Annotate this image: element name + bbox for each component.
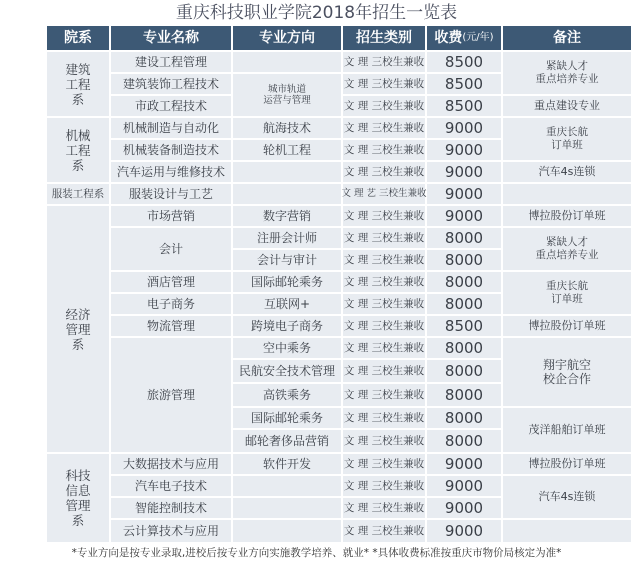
category-cell: 文 理 艺 三校生兼收 — [343, 184, 425, 204]
fee-cell: 8000 — [427, 272, 501, 292]
direction-cell: 空中乘务 — [233, 338, 341, 358]
category-cell: 文 理 三校生兼收 — [343, 520, 425, 542]
major-cell: 物流管理 — [111, 316, 231, 336]
category-cell: 文 理 三校生兼收 — [343, 384, 425, 406]
category-cell: 文 理 三校生兼收 — [343, 454, 425, 474]
fee-cell: 8500 — [427, 316, 501, 336]
category-cell: 文 理 三校生兼收 — [343, 228, 425, 248]
header-direction: 专业方向 — [233, 26, 341, 50]
category-cell: 文 理 三校生兼收 — [343, 250, 425, 270]
fee-cell: 9000 — [427, 162, 501, 182]
remark-cell: 汽车4s连锁 — [503, 162, 631, 182]
category-cell: 文 理 三校生兼收 — [343, 316, 425, 336]
category-cell: 文 理 三校生兼收 — [343, 430, 425, 452]
major-cell: 建设工程管理 — [111, 52, 231, 72]
direction-cell: 国际邮轮乘务 — [233, 408, 341, 428]
header-major: 专业名称 — [111, 26, 231, 50]
direction-cell-empty — [233, 184, 341, 204]
direction-cell: 高铁乘务 — [233, 384, 341, 406]
direction-cell: 注册会计师 — [233, 228, 341, 248]
remark-cell: 博拉股份订单班 — [503, 206, 631, 226]
category-cell: 文 理 三校生兼收 — [343, 96, 425, 116]
remark-cell: 翔宇航空 校企合作 — [503, 338, 631, 406]
direction-cell-empty — [233, 498, 341, 518]
fee-cell: 9000 — [427, 498, 501, 518]
direction-cell: 城市轨道 运营与管理 — [233, 74, 341, 116]
major-cell: 市场营销 — [111, 206, 231, 226]
direction-cell-empty — [233, 162, 341, 182]
fee-cell: 8000 — [427, 338, 501, 358]
header-fee-label: 收费 — [434, 29, 463, 46]
category-cell: 文 理 三校生兼收 — [343, 52, 425, 72]
category-cell: 文 理 三校生兼收 — [343, 74, 425, 94]
category-cell: 文 理 三校生兼收 — [343, 118, 425, 138]
remark-cell: 紧缺人才 重点培养专业 — [503, 228, 631, 270]
fee-cell: 8000 — [427, 408, 501, 428]
direction-cell: 互联网+ — [233, 294, 341, 314]
header-fee-unit: (元/年) — [462, 32, 494, 43]
major-cell: 汽车电子技术 — [111, 476, 231, 496]
fee-cell: 8500 — [427, 74, 501, 94]
direction-cell: 民航安全技术管理 — [233, 360, 341, 382]
category-cell: 文 理 三校生兼收 — [343, 408, 425, 428]
remark-cell: 茂洋船舶订单班 — [503, 408, 631, 452]
dept-cell: 服装工程系 — [47, 184, 109, 204]
fee-cell: 9000 — [427, 140, 501, 160]
fee-cell: 8000 — [427, 430, 501, 452]
page-title: 重庆科技职业学院2018年招生一览表 — [175, 3, 458, 23]
category-cell: 文 理 三校生兼收 — [343, 476, 425, 496]
major-cell: 电子商务 — [111, 294, 231, 314]
remark-cell: 重点建设专业 — [503, 96, 631, 116]
category-cell: 文 理 三校生兼收 — [343, 498, 425, 518]
remark-cell-empty — [503, 184, 631, 204]
direction-cell: 软件开发 — [233, 454, 341, 474]
direction-cell: 邮轮奢侈品营销 — [233, 430, 341, 452]
fee-cell: 9000 — [427, 520, 501, 542]
direction-cell: 航海技术 — [233, 118, 341, 138]
direction-cell: 会计与审计 — [233, 250, 341, 270]
major-cell: 市政工程技术 — [111, 96, 231, 116]
direction-cell: 国际邮轮乘务 — [233, 272, 341, 292]
major-cell: 会计 — [111, 228, 231, 270]
fee-cell: 8000 — [427, 384, 501, 406]
fee-cell: 9000 — [427, 206, 501, 226]
fee-cell: 9000 — [427, 454, 501, 474]
remark-cell: 重庆长航 订单班 — [503, 118, 631, 160]
remark-cell: 重庆长航 订单班 — [503, 272, 631, 314]
fee-cell: 9000 — [427, 184, 501, 204]
dept-cell: 经济 管理 系 — [47, 206, 109, 452]
remark-cell: 汽车4s连锁 — [503, 476, 631, 518]
category-cell: 文 理 三校生兼收 — [343, 272, 425, 292]
fee-cell: 8500 — [427, 96, 501, 116]
major-cell: 汽车运用与维修技术 — [111, 162, 231, 182]
category-cell: 文 理 三校生兼收 — [343, 294, 425, 314]
category-cell: 文 理 三校生兼收 — [343, 360, 425, 382]
fee-cell: 8500 — [427, 52, 501, 72]
category-cell: 文 理 三校生兼收 — [343, 338, 425, 358]
header-remark: 备注 — [503, 26, 631, 50]
header-category: 招生类别 — [343, 26, 425, 50]
major-cell: 酒店管理 — [111, 272, 231, 292]
direction-cell: 数字营销 — [233, 206, 341, 226]
category-cell: 文 理 三校生兼收 — [343, 162, 425, 182]
admissions-table — [47, 26, 632, 542]
major-cell: 智能控制技术 — [111, 498, 231, 518]
footer-note: *专业方向是按专业录取,进校后按专业方向实施教学培养、就业* *具体收费标准按重庆市物价局核定为准* — [71, 547, 562, 559]
fee-cell: 8000 — [427, 250, 501, 270]
major-cell: 建筑装饰工程技术 — [111, 74, 231, 94]
major-cell: 机械装备制造技术 — [111, 140, 231, 160]
remark-cell: 博拉股份订单班 — [503, 454, 631, 474]
remark-cell: 博拉股份订单班 — [503, 316, 631, 336]
direction-cell-empty — [233, 476, 341, 496]
fee-cell: 8000 — [427, 360, 501, 382]
category-cell: 文 理 三校生兼收 — [343, 140, 425, 160]
header-fee — [427, 26, 501, 50]
dept-cell: 建筑 工程 系 — [47, 52, 109, 116]
fee-cell: 8000 — [427, 294, 501, 314]
dept-cell: 科技 信息 管理 系 — [47, 454, 109, 542]
major-cell: 机械制造与自动化 — [111, 118, 231, 138]
header-dept: 院系 — [47, 26, 109, 50]
remark-cell: 紧缺人才 重点培养专业 — [503, 52, 631, 94]
direction-cell-empty — [233, 520, 341, 542]
major-cell: 旅游管理 — [111, 338, 231, 452]
major-cell: 大数据技术与应用 — [111, 454, 231, 474]
direction-cell-empty — [233, 52, 341, 72]
major-cell: 服装设计与工艺 — [111, 184, 231, 204]
direction-cell: 跨境电子商务 — [233, 316, 341, 336]
major-cell: 云计算技术与应用 — [111, 520, 231, 542]
category-cell: 文 理 三校生兼收 — [343, 206, 425, 226]
direction-cell: 轮机工程 — [233, 140, 341, 160]
remark-cell-empty — [503, 520, 631, 542]
fee-cell: 9000 — [427, 118, 501, 138]
dept-cell: 机械 工程 系 — [47, 118, 109, 182]
fee-cell: 9000 — [427, 476, 501, 496]
fee-cell: 8000 — [427, 228, 501, 248]
